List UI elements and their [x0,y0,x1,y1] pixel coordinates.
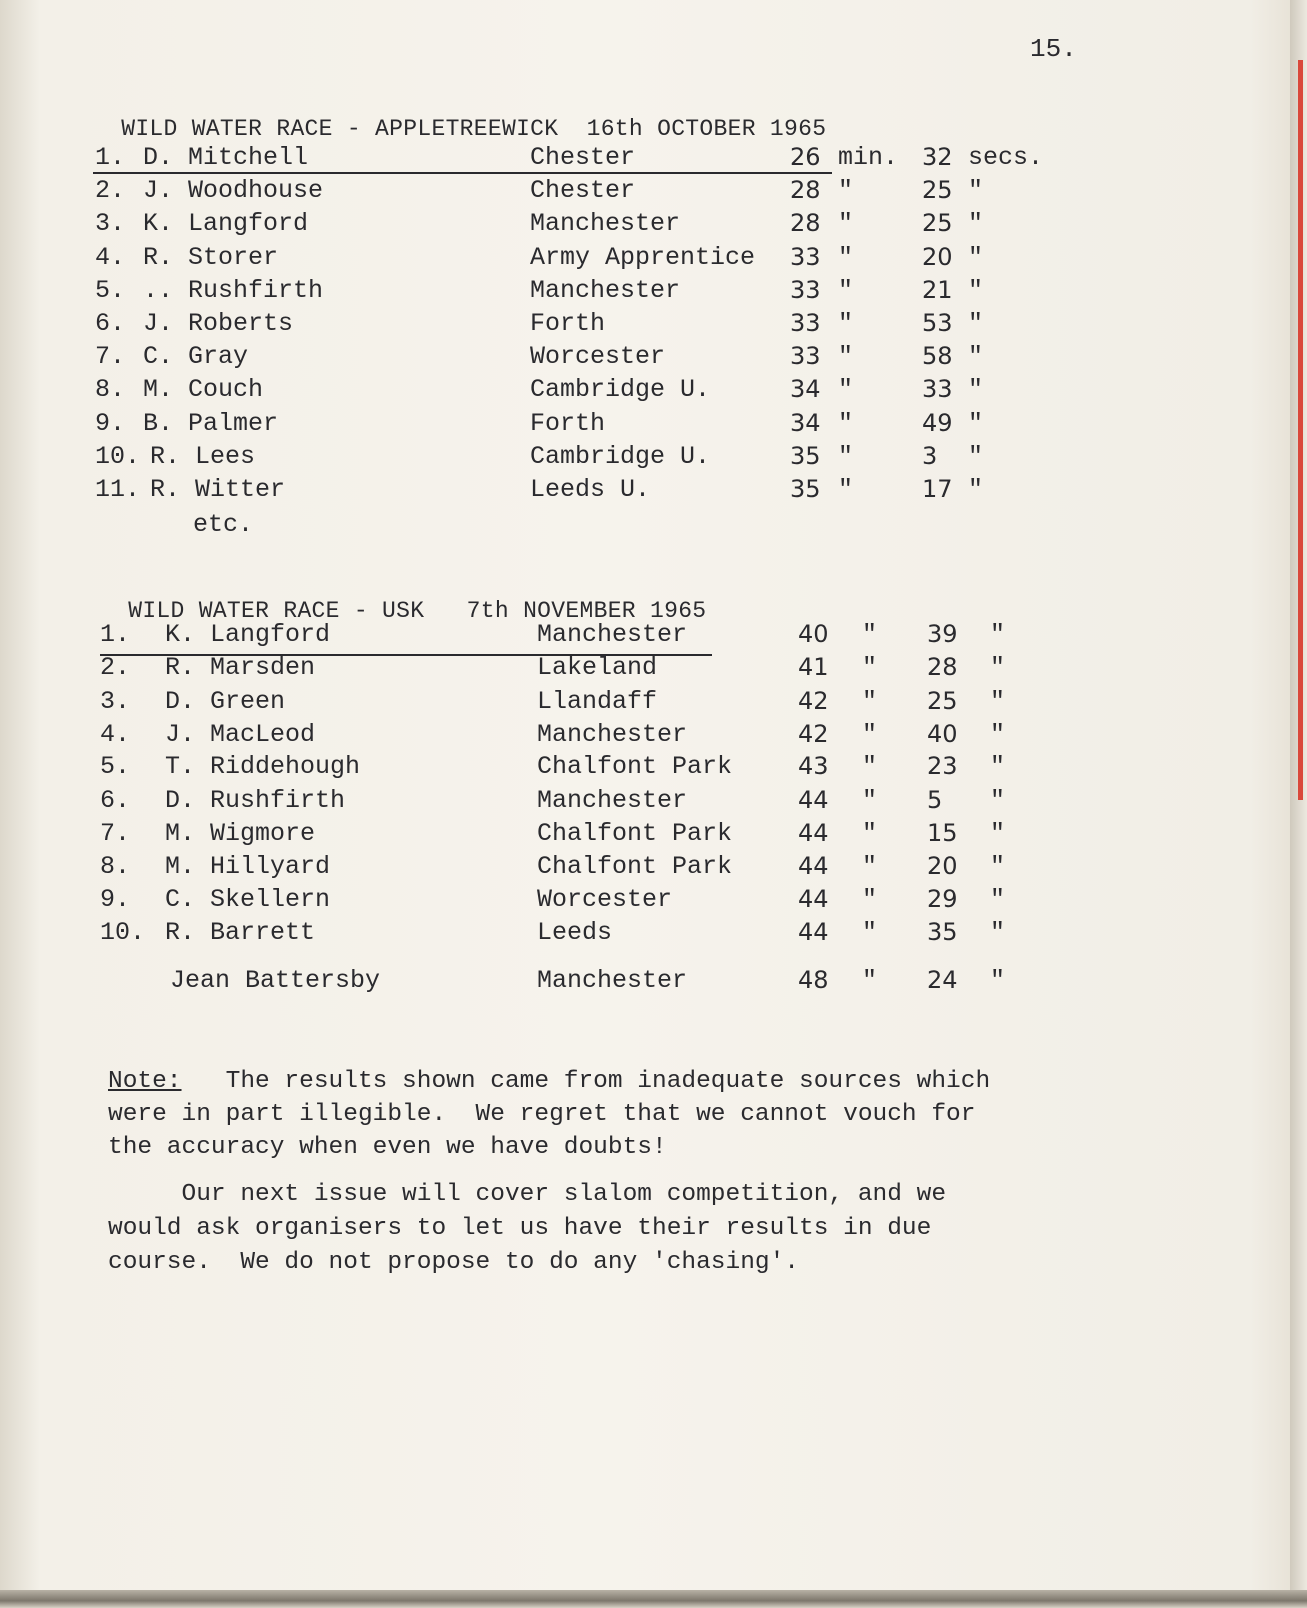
minutes-label: " [862,918,878,947]
minutes-label: " [862,885,878,914]
club-name: Lakeland [537,653,658,682]
competitor-name: D. Mitchell [143,143,309,172]
competitor-name: M. Hillyard [165,852,331,881]
next-issue-paragraph: Our next issue will cover slalom competition, and we [108,1181,947,1208]
minutes-value: 34 [790,409,821,437]
competitor-name: .. Rushfirth [143,276,324,305]
result-row [0,653,1200,683]
position-number: 1. [100,620,131,649]
seconds-value: 29 [927,885,958,913]
seconds-label: " [990,653,1006,682]
seconds-value: 58 [922,342,953,370]
seconds-label: " [990,687,1006,716]
competitor-name: R. Witter [150,475,286,504]
minutes-label: " [838,475,854,504]
minutes-label: " [862,852,878,881]
club-name: Llandaff [537,687,658,716]
club-name: Forth [530,309,606,338]
minutes-value: 33 [790,309,821,337]
note-line: were in part illegible. We regret that we cannot vouch for [108,1101,976,1128]
position-number: 7. [100,819,131,848]
seconds-label: " [990,786,1006,815]
seconds-label: " [968,442,984,471]
binding-strip [1298,60,1303,800]
result-row [0,786,1200,816]
competitor-name: D. Green [165,687,286,716]
minutes-label: " [862,687,878,716]
seconds-label: " [990,852,1006,881]
minutes-value: 44 [798,918,829,946]
seconds-value: 28 [927,653,958,681]
competitor-name: Jean Battersby [170,966,381,995]
club-name: Cambridge U. [530,375,711,404]
competitor-name: R. Barrett [165,918,316,947]
competitor-name: M. Wigmore [165,819,316,848]
seconds-label: " [968,209,984,238]
result-row [0,852,1200,882]
club-name: Manchester [530,276,681,305]
minutes-value: 34 [790,375,821,403]
position-number: 2. [100,653,131,682]
minutes-value: 40 [798,620,829,648]
minutes-label: min. [838,143,899,172]
position-number: 4. [95,243,126,272]
result-row [0,442,1200,472]
position-number: 10. [100,918,146,947]
seconds-value: 32 [922,143,953,171]
minutes-value: 35 [790,442,821,470]
seconds-value: 23 [927,752,958,780]
seconds-value: 20 [927,852,958,880]
seconds-label: " [990,885,1006,914]
minutes-value: 41 [798,653,829,681]
seconds-label: " [968,375,984,404]
minutes-label: " [838,409,854,438]
competitor-name: J. Roberts [143,309,294,338]
seconds-value: 25 [927,687,958,715]
competitor-name: K. Langford [165,620,331,649]
competitor-name: J. Woodhouse [143,176,324,205]
seconds-value: 24 [927,966,958,994]
seconds-value: 49 [922,409,953,437]
competitor-name: D. Rushfirth [165,786,346,815]
seconds-label: " [968,176,984,205]
position-number: 11. [95,475,141,504]
result-row [0,885,1200,915]
result-row [0,966,1200,996]
result-row [0,720,1200,750]
seconds-value: 40 [927,720,958,748]
etc-text: etc. [193,510,254,539]
seconds-label: " [968,276,984,305]
seconds-value: 33 [922,375,953,403]
club-name: Chester [530,143,636,172]
race-heading-text: WILD WATER RACE - USK 7th NOVEMBER 1965 [128,598,707,624]
seconds-label: " [990,720,1006,749]
position-number: 6. [100,786,131,815]
competitor-name: J. MacLeod [165,720,316,749]
position-number: 7. [95,342,126,371]
result-row [0,752,1200,782]
minutes-value: 43 [798,752,829,780]
next-issue-line: would ask organisers to let us have their results in due [108,1215,932,1242]
competitor-name: R. Lees [150,442,256,471]
club-name: Cambridge U. [530,442,711,471]
seconds-value: 20 [922,243,953,271]
result-row [0,819,1200,849]
competitor-name: C. Skellern [165,885,331,914]
competitor-name: M. Couch [143,375,264,404]
position-number: 1. [95,143,126,172]
club-name: Manchester [537,720,688,749]
position-number: 4. [100,720,131,749]
club-name: Chester [530,176,636,205]
minutes-value: 33 [790,342,821,370]
result-row [0,687,1200,717]
note-line: The results shown came from inadequate sources which [181,1068,991,1095]
competitor-name: T. Riddehough [165,752,361,781]
position-number: 2. [95,176,126,205]
club-name: Chalfont Park [537,752,733,781]
minutes-label: " [862,786,878,815]
minutes-value: 44 [798,852,829,880]
seconds-value: 17 [922,475,953,503]
seconds-label: " [990,918,1006,947]
minutes-label: " [862,819,878,848]
minutes-value: 48 [798,966,829,994]
result-row [0,309,1200,339]
position-number: 8. [95,375,126,404]
seconds-label: " [990,620,1006,649]
club-name: Manchester [537,786,688,815]
result-row [0,209,1200,239]
club-name: Manchester [537,966,688,995]
seconds-label: " [968,409,984,438]
note-paragraph [108,1065,990,1098]
position-number: 5. [95,276,126,305]
page-shadow [0,1590,1307,1608]
seconds-value: 35 [927,918,958,946]
result-row [0,143,1200,173]
club-name: Chalfont Park [537,852,733,881]
minutes-value: 33 [790,276,821,304]
result-row [0,918,1200,948]
seconds-label: " [968,475,984,504]
result-row [0,475,1200,505]
club-name: Manchester [530,209,681,238]
minutes-value: 44 [798,885,829,913]
seconds-value: 53 [922,309,953,337]
position-number: 8. [100,852,131,881]
minutes-label: " [838,209,854,238]
competitor-name: B. Palmer [143,409,279,438]
minutes-value: 42 [798,720,829,748]
club-name: Leeds [537,918,613,947]
competitor-name: C. Gray [143,342,249,371]
minutes-value: 35 [790,475,821,503]
minutes-label: " [838,309,854,338]
club-name: Manchester [537,620,688,649]
seconds-label: " [990,966,1006,995]
club-name: Leeds U. [530,475,651,504]
note-label: Note: [108,1068,182,1095]
position-number: 5. [100,752,131,781]
seconds-value: 5 [927,786,943,814]
club-name: Army Apprentice [530,243,756,272]
minutes-label: " [862,720,878,749]
position-number: 10. [95,442,141,471]
result-row [0,243,1200,273]
position-number: 6. [95,309,126,338]
minutes-label: " [838,342,854,371]
minutes-value: 28 [790,209,821,237]
result-row [0,375,1200,405]
seconds-value: 15 [927,819,958,847]
seconds-value: 3 [922,442,938,470]
minutes-label: " [862,620,878,649]
result-row [0,342,1200,372]
result-row [0,176,1200,206]
minutes-value: 26 [790,143,821,171]
minutes-value: 33 [790,243,821,271]
note-line: the accuracy when even we have doubts! [108,1134,667,1161]
position-number: 3. [95,209,126,238]
minutes-label: " [862,752,878,781]
result-row [0,276,1200,306]
etc-row [0,510,1200,540]
club-name: Forth [530,409,606,438]
result-row [0,620,1200,650]
result-row [0,409,1200,439]
position-number: 9. [100,885,131,914]
competitor-name: K. Langford [143,209,309,238]
seconds-label: " [968,342,984,371]
race-heading-text: WILD WATER RACE - APPLETREEWICK 16th OCTOBER 1965 [121,116,827,142]
seconds-label: " [990,819,1006,848]
position-number: 3. [100,687,131,716]
seconds-label: " [990,752,1006,781]
seconds-value: 25 [922,176,953,204]
seconds-value: 21 [922,276,953,304]
competitor-name: R. Marsden [165,653,316,682]
minutes-value: 42 [798,687,829,715]
minutes-label: " [838,176,854,205]
minutes-value: 44 [798,819,829,847]
competitor-name: R. Storer [143,243,279,272]
seconds-label: " [968,243,984,272]
minutes-label: " [862,653,878,682]
minutes-value: 44 [798,786,829,814]
seconds-label: " [968,309,984,338]
minutes-label: " [838,442,854,471]
minutes-label: " [838,375,854,404]
seconds-value: 25 [922,209,953,237]
club-name: Worcester [537,885,673,914]
club-name: Worcester [530,342,666,371]
minutes-label: " [838,243,854,272]
page-number: 15. [1030,34,1077,64]
next-issue-line: course. We do not propose to do any 'chasing'. [108,1249,800,1276]
minutes-value: 28 [790,176,821,204]
position-number: 9. [95,409,126,438]
seconds-value: 39 [927,620,958,648]
minutes-label: " [862,966,878,995]
seconds-label: secs. [968,143,1044,172]
minutes-label: " [838,276,854,305]
club-name: Chalfont Park [537,819,733,848]
